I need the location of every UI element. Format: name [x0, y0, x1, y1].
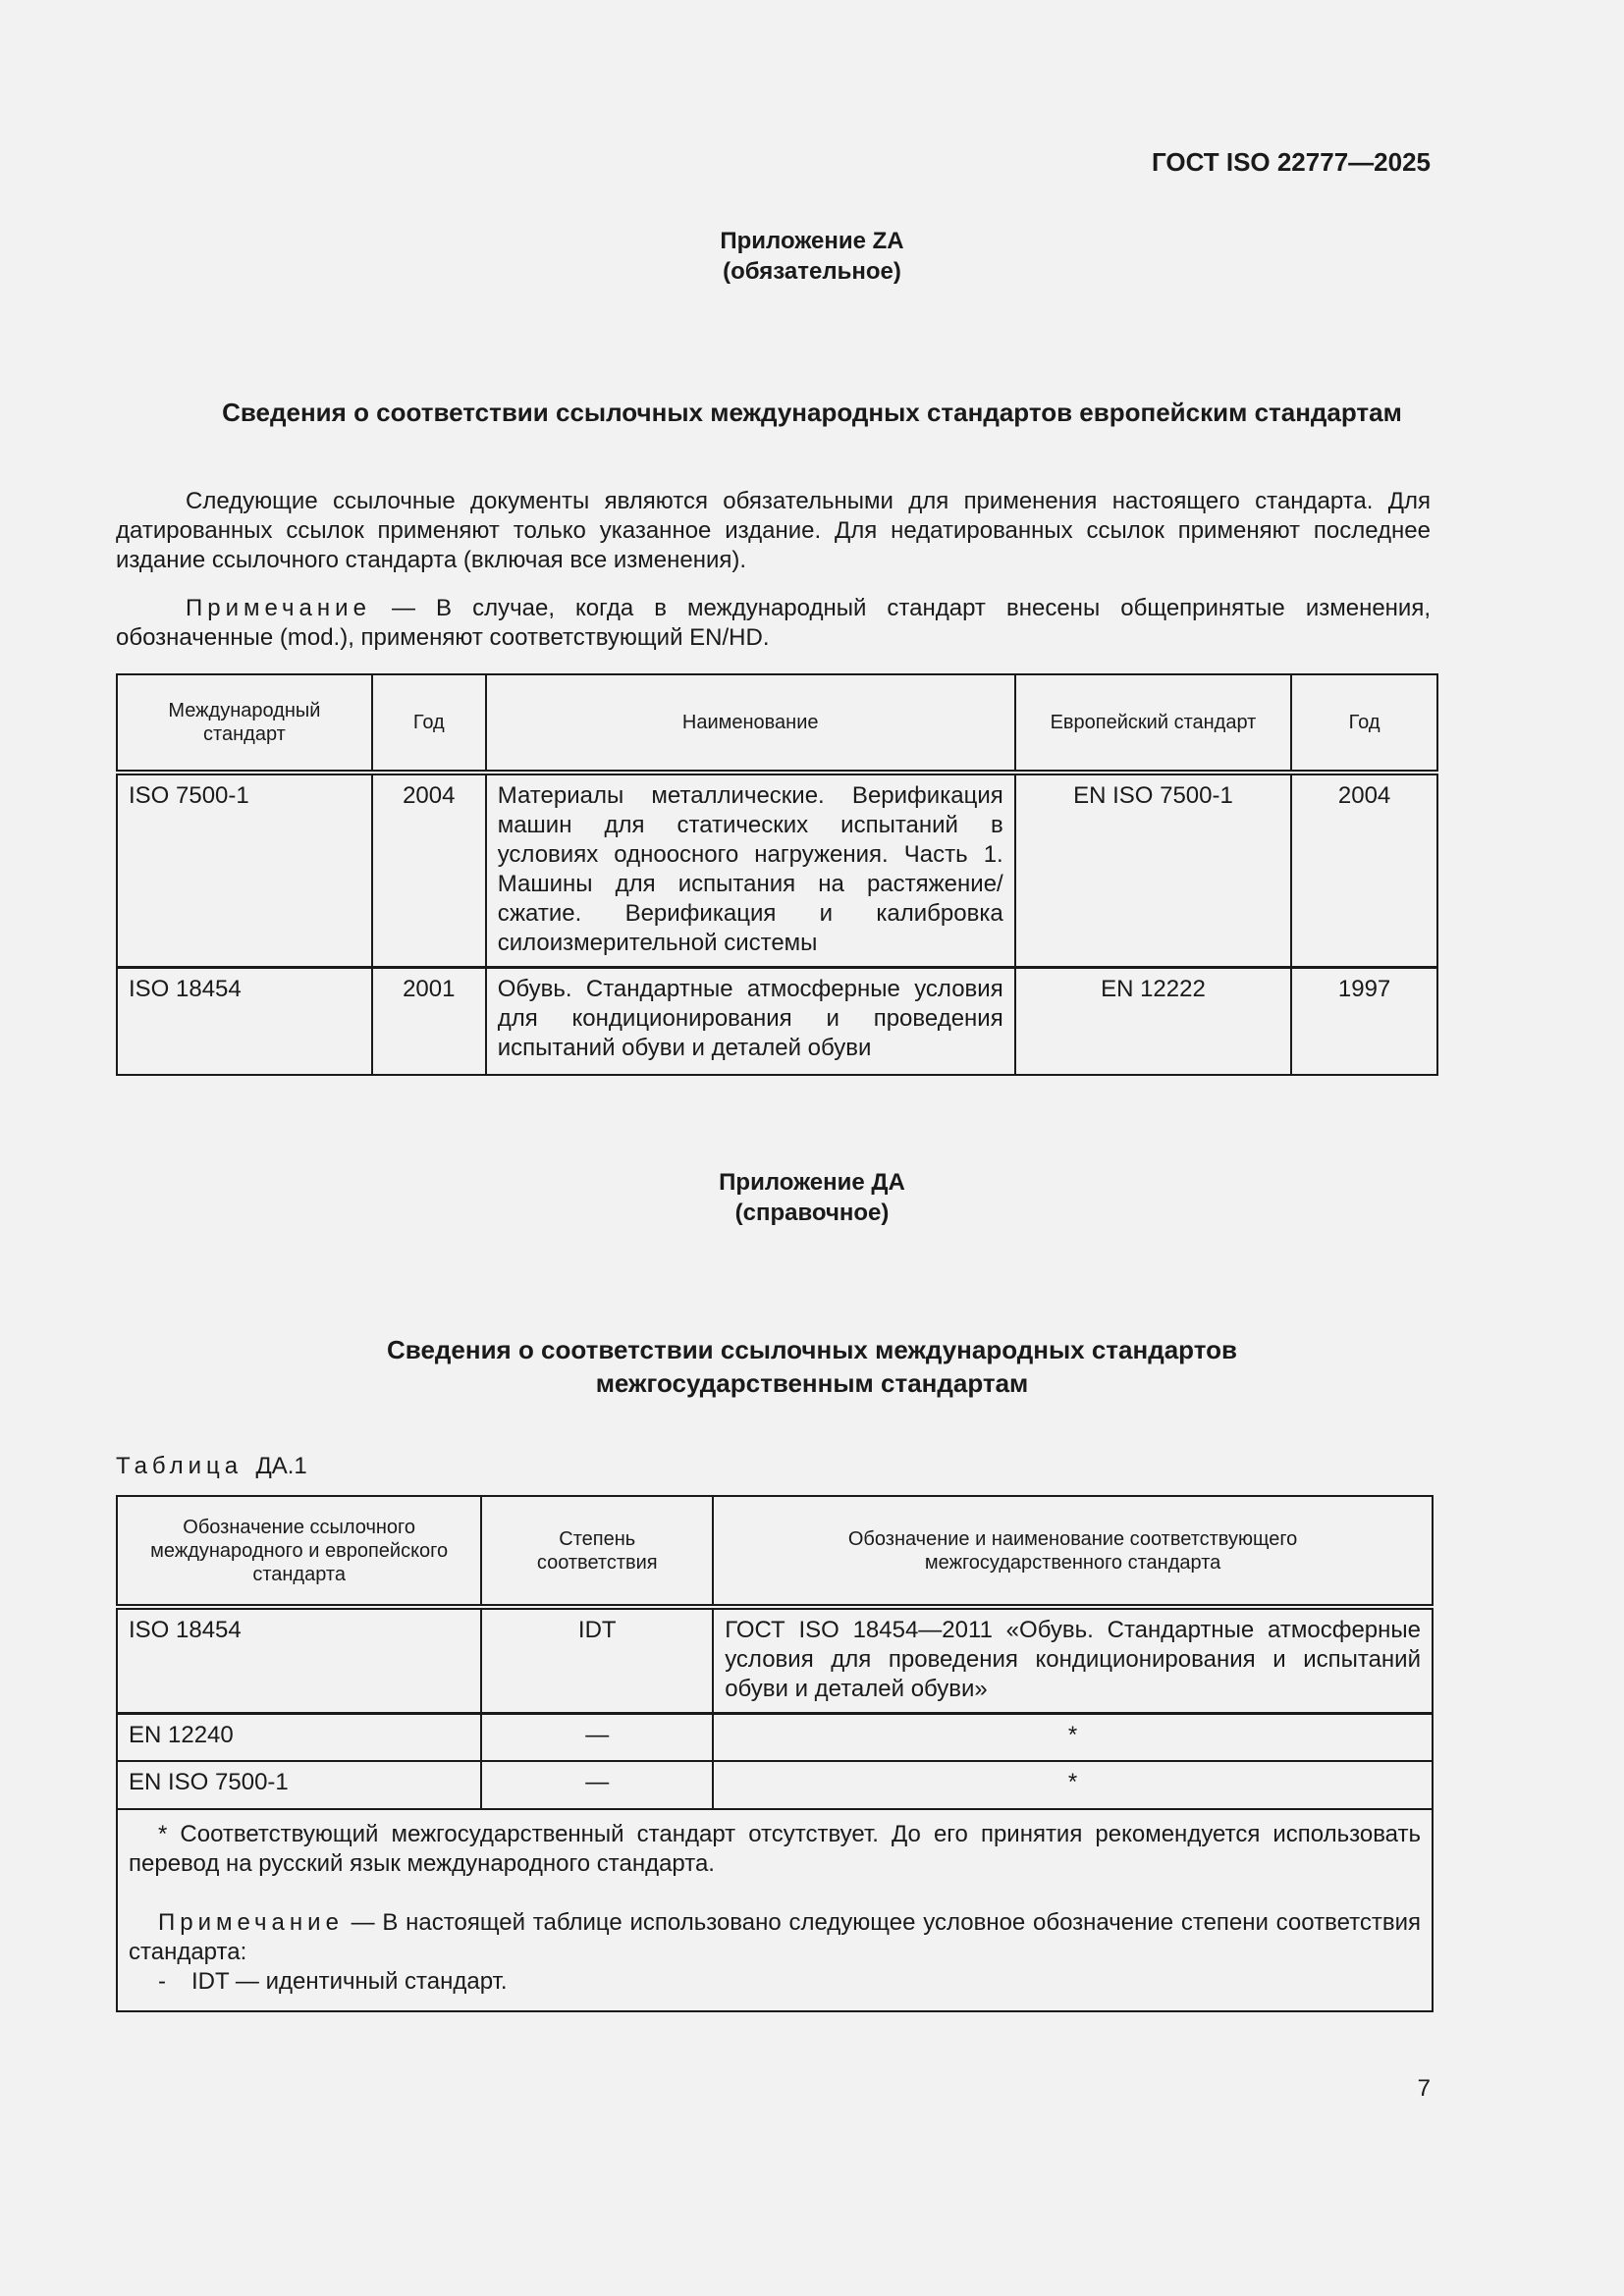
table-row	[117, 773, 1437, 967]
annex-za-intro: Следующие ссылочные документы являются обязательными для применения настоящего стандарта. Для датированных ссылок применяют только указанное издание. Для недатированных ссылок применяют последнее издание ссылочного стандарта (включая все изменения).	[116, 488, 1431, 573]
table-notes	[117, 1809, 1433, 2011]
cell-year: 2004	[372, 773, 486, 967]
col-header-name: Наименование	[486, 674, 1015, 773]
table-note	[129, 1908, 1421, 1967]
cell-degree: —	[481, 1761, 713, 1809]
annex-za-title-text: Приложение ZA	[720, 228, 904, 254]
annex-za-title	[0, 226, 1624, 287]
annex-da-title-text: Приложение ДА	[719, 1169, 905, 1196]
annex-da-table	[116, 1495, 1434, 2012]
annex-da-heading	[0, 1333, 1624, 1400]
cell-degree: —	[481, 1713, 713, 1761]
legend-item	[129, 1967, 1421, 1997]
table-row	[117, 1761, 1433, 1809]
cell-euro-standard: EN ISO 7500-1	[1015, 773, 1291, 967]
table-row	[117, 1713, 1433, 1761]
note-text: — В настоящей таблице использовано следующее условное обозначение степени соответствия стандарта:	[129, 1909, 1421, 1965]
cell-reference-standard: ISO 18454	[117, 1607, 481, 1713]
legend-text: IDT — идентичный стандарт.	[191, 1968, 508, 1995]
cell-reference-standard: EN ISO 7500-1	[117, 1761, 481, 1809]
col-header-reference-standard: Обозначение ссылочного международного и европейского стандарта	[117, 1496, 481, 1607]
cell-name: Материалы металлические. Верификация машин для статических испытаний в условиях одноосного нагружения. Часть 1. Машины для испытания на растяжение/сжатие. Верификация и калибровка силоизмерительной системы	[486, 773, 1015, 967]
page-number: 7	[1417, 2075, 1431, 2102]
legend-bullet: -	[158, 1968, 166, 1995]
col-header-intl-standard: Международный стандарт	[117, 674, 372, 773]
cell-interstate-standard: *	[713, 1761, 1433, 1809]
caption-number: ДА.1	[255, 1453, 307, 1479]
annex-da-title	[0, 1167, 1624, 1228]
note-label: Примечание	[158, 1909, 344, 1936]
table-row	[117, 967, 1437, 1075]
cell-interstate-standard: *	[713, 1713, 1433, 1761]
annex-za-heading: Сведения о соответствии ссылочных международных стандартов европейским стандартам	[222, 398, 1402, 427]
note-label: Примечание	[186, 595, 371, 621]
annex-za-note	[116, 594, 1431, 653]
cell-degree: IDT	[481, 1607, 713, 1713]
annex-za-status: (обязательное)	[723, 258, 901, 285]
document-code: ГОСТ ISO 22777—2025	[1151, 147, 1431, 177]
col-header-interstate-standard: Обозначение и наименование соответствующего межгосударственного стандарта	[713, 1496, 1433, 1607]
table-caption	[116, 1453, 307, 1480]
cell-euro-standard: EN 12222	[1015, 967, 1291, 1075]
col-header-degree: Степень соответствия	[481, 1496, 713, 1607]
cell-interstate-standard: ГОСТ ISO 18454—2011 «Обувь. Стандартные атмосферные условия для проведения кондиционирования и испытаний обуви и деталей обуви»	[713, 1607, 1433, 1713]
cell-intl-standard: ISO 7500-1	[117, 773, 372, 967]
annex-da-status: (справочное)	[734, 1200, 890, 1226]
annex-da-heading-line1: Сведения о соответствии ссылочных международных стандартов	[387, 1335, 1237, 1364]
caption-label: Таблица	[116, 1453, 244, 1479]
footnote: * Соответствующий межгосударственный стандарт отсутствует. До его принятия рекомендуется использовать перевод на русский язык международного стандарта.	[129, 1821, 1421, 1877]
table-notes-row	[117, 1809, 1433, 2011]
cell-intl-standard: ISO 18454	[117, 967, 372, 1075]
col-header-euro-standard: Европейский стандарт	[1015, 674, 1291, 773]
col-header-year: Год	[372, 674, 486, 773]
cell-year: 2001	[372, 967, 486, 1075]
cell-name: Обувь. Стандартные атмосферные условия для кондиционирования и проведения испытаний обуви и деталей обуви	[486, 967, 1015, 1075]
annex-za-table	[116, 673, 1438, 1076]
cell-reference-standard: EN 12240	[117, 1713, 481, 1761]
col-header-euro-year: Год	[1291, 674, 1437, 773]
cell-euro-year: 1997	[1291, 967, 1437, 1075]
table-row	[117, 1607, 1433, 1713]
table-header-row	[117, 1496, 1433, 1607]
note-text: — В случае, когда в международный стандарт внесены общепринятые изменения, обозначенные (mod.), применяют соответствующий EN/HD.	[116, 595, 1431, 651]
annex-da-heading-line2: межгосударственным стандартам	[595, 1368, 1029, 1398]
table-header-row	[117, 674, 1437, 773]
cell-euro-year: 2004	[1291, 773, 1437, 967]
